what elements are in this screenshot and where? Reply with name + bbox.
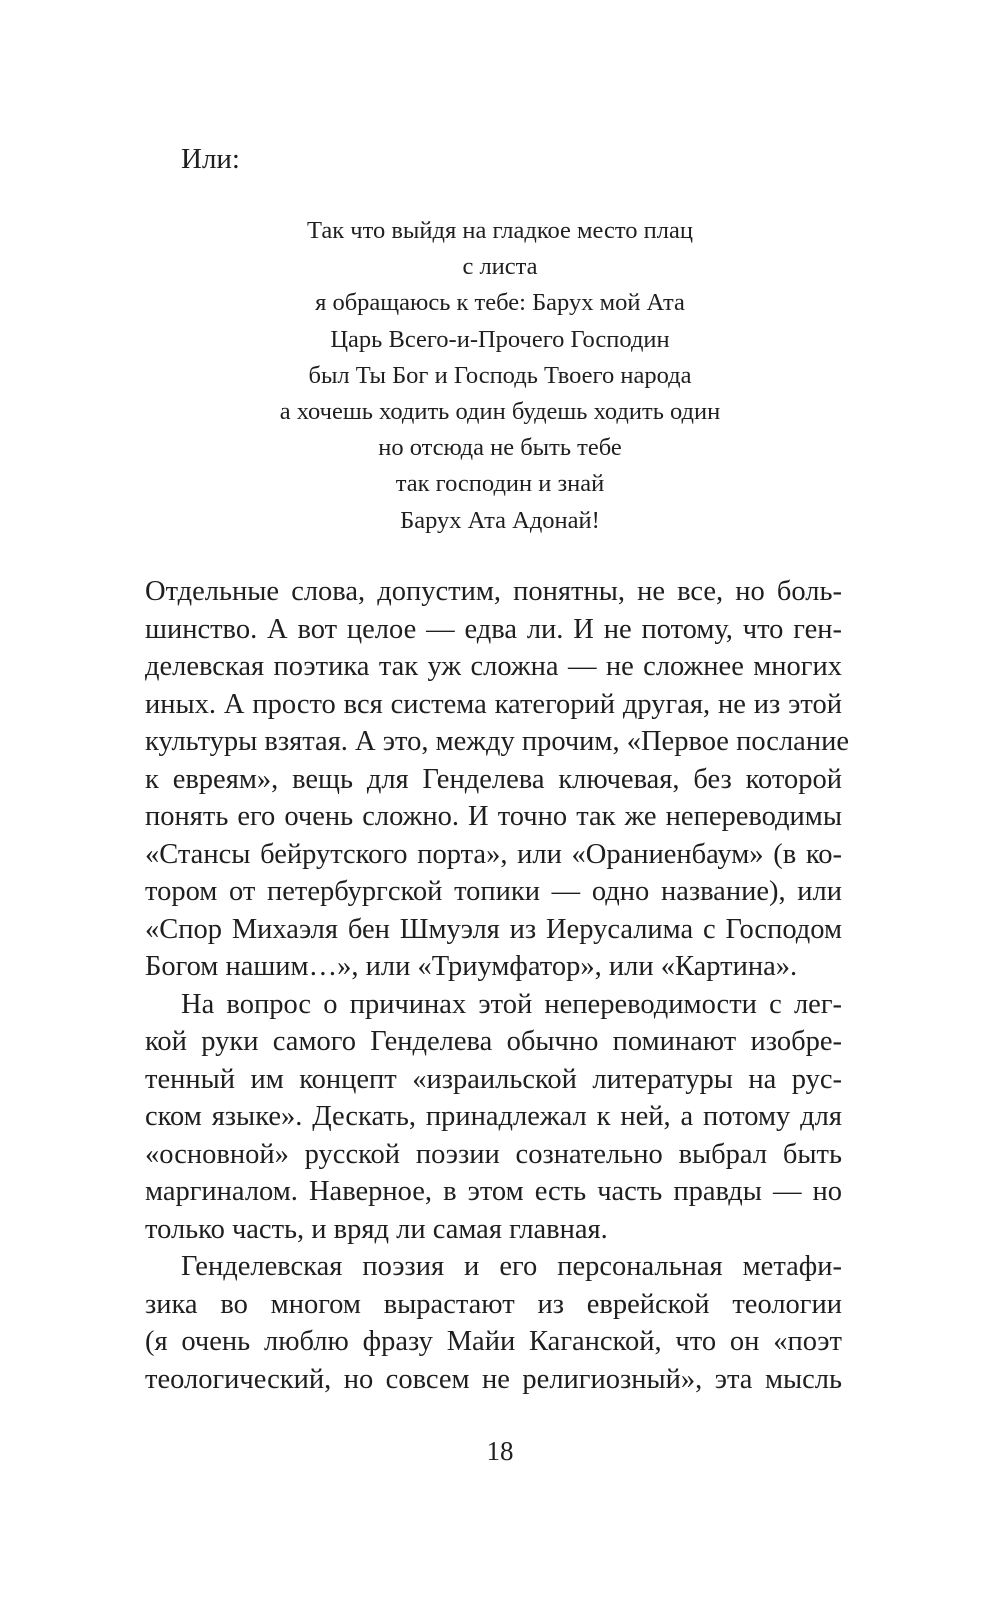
text-line: зика во многом вырастают из еврейской теологии <box>145 1288 842 1320</box>
text-line: к евреям», вещь для Генделева ключевая, без которой <box>145 763 842 795</box>
text-line: кой руки самого Генделева обычно поминают изобре- <box>145 1026 842 1057</box>
text-line: «Спор Михаэля бен Шмуэля из Иерусалима с Господом <box>145 913 842 945</box>
text-line: делевская поэтика так уж сложна — не сложнее многих <box>145 651 842 682</box>
text-line: тенный им концепт «израильской литературы на рус- <box>145 1063 842 1095</box>
lead-line: Или: <box>181 143 240 175</box>
poem-line: Царь Всего-и-Прочего Господин <box>330 325 670 353</box>
poem-line: но отсюда не быть тебе <box>378 434 622 462</box>
text-line: маргиналом. Наверное, в этом есть часть правды — но <box>145 1176 842 1207</box>
text-line: шинство. А вот целое — едва ли. И не потому, что ген- <box>145 613 842 645</box>
poem-line: с листа <box>462 253 538 281</box>
text-line: иных. А просто вся система категорий другая, не из этой <box>145 688 842 720</box>
poem-line: я обращаюсь к тебе: Барух мой Ата <box>315 289 685 317</box>
poem-line: был Ты Бог и Господь Твоего народа <box>308 361 692 389</box>
poem-line: а хочешь ходить один будешь ходить один <box>279 398 721 426</box>
text-line: культуры взятая. А это, между прочим, «Первое послание <box>145 726 849 757</box>
poem-line: так господин и знай <box>395 470 605 498</box>
text-line: Генделевская поэзия и его персональная метафи- <box>181 1251 842 1282</box>
text-line: понять его очень сложно. И точно так же непереводимы <box>145 801 842 832</box>
poem-line: Барух Ата Адонай! <box>400 506 600 534</box>
paragraph <box>145 573 849 986</box>
text-line: теологический, но совсем не религиозный», эта мысль <box>145 1363 842 1395</box>
text-line: тором от петербургской топики — одно название), или <box>145 876 842 907</box>
text-line: Богом нашим…», или «Триумфатор», или «Картина». <box>145 951 798 982</box>
paragraph <box>145 1248 842 1398</box>
text-line: «основной» русской поэзии сознательно выбрал быть <box>145 1138 842 1170</box>
text-line: На вопрос о причинах этой непереводимости с лег- <box>181 988 842 1020</box>
text-line: ском языке». Дескать, принадлежал к ней, а потому для <box>145 1101 842 1132</box>
poem-line: Так что выйдя на гладкое место плац <box>307 217 693 244</box>
poem-quote <box>150 213 850 539</box>
text-line: «Стансы бейрутского порта», или «Ораниенбаум» (в ко- <box>145 838 842 870</box>
body-text <box>145 573 849 1398</box>
text-line: только часть, и вряд ли самая главная. <box>145 1213 608 1245</box>
paragraph <box>145 986 842 1249</box>
page-number: 18 <box>486 1436 514 1466</box>
text-line: Отдельные слова, допустим, понятны, не все, но боль- <box>145 576 842 607</box>
text-line: (я очень люблю фразу Майи Каганской, что он «поэт <box>145 1326 842 1357</box>
